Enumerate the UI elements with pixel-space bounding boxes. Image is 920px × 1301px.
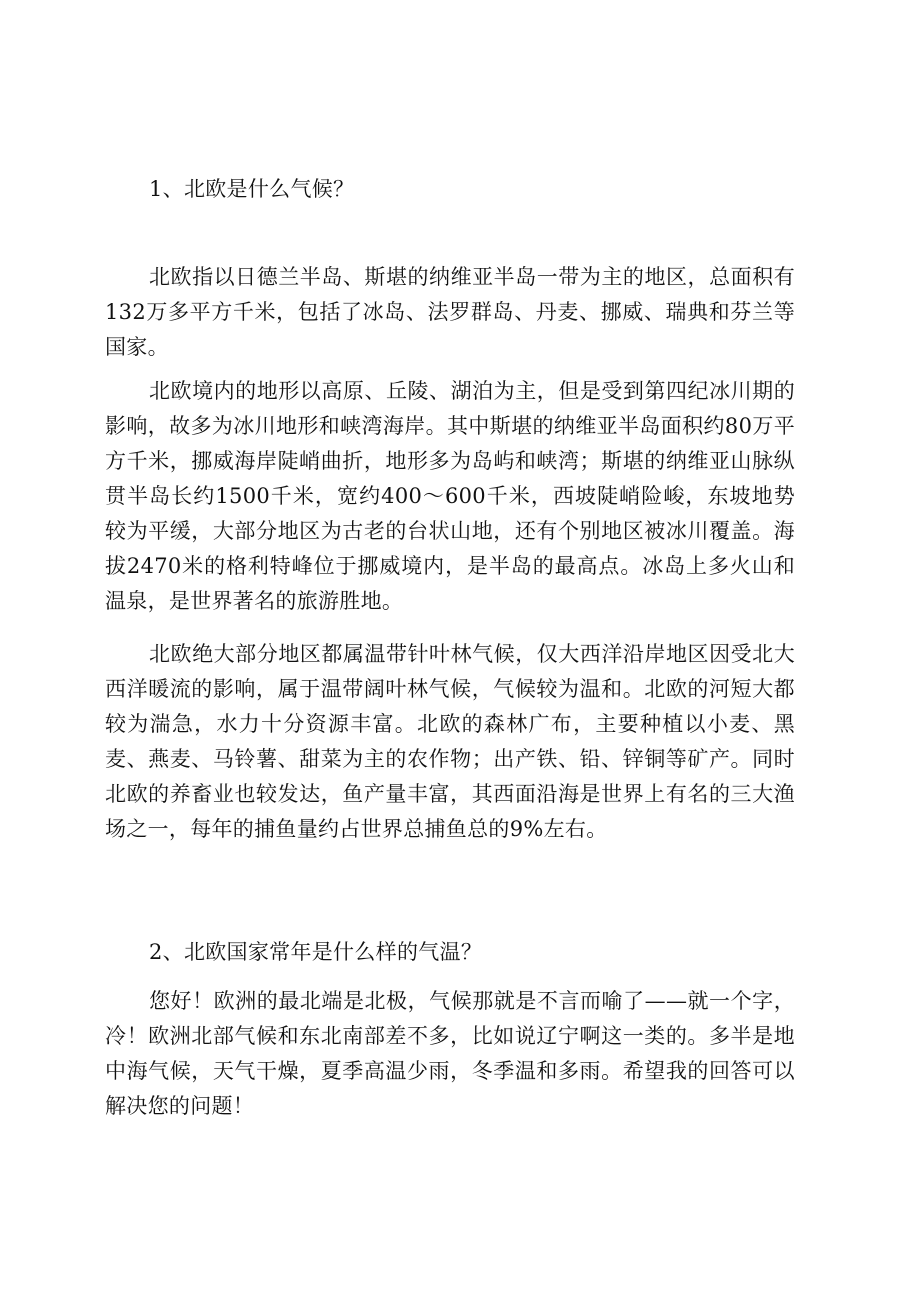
section-1-paragraph-3: 北欧绝大部分地区都属温带针叶林气候，仅大西洋沿岸地区因受北大西洋暖流的影响，属于温带阔叶林气候，气候较为温和。北欧的河短大都较为湍急，水力十分资源丰富。北欧的森林广布，主要种植以小麦、黑麦、燕麦、马铃薯、甜菜为主的农作物；出产铁、铅、锌铜等矿产。同时北欧的养畜业也较发达，鱼产量丰富，其西面沿海是世界上有名的三大渔场之一，每年的捕鱼量约占世界总捕鱼总的9%左右。 <box>105 642 795 841</box>
section-1-heading: 1、北欧是什么气候？ <box>149 177 355 201</box>
section-1-paragraph-2: 北欧境内的地形以高原、丘陵、湖泊为主，但是受到第四纪冰川期的影响，故多为冰川地形和峡湾海岸。其中斯堪的纳维亚半岛面积约80万平方千米，挪威海岸陡峭曲折，地形多为岛屿和峡湾；斯堪的纳维亚山脉纵贯半岛长约1500千米，宽约400～600千米，西坡陡峭险峻，东坡地势较为平缓，大部分地区为古老的台状山地，还有个别地区被冰川覆盖。海拔2470米的格利特峰位于挪威境内，是半岛的最高点。冰岛上多火山和温泉，是世界著名的旅游胜地。 <box>105 379 795 613</box>
section-2-heading: 2、北欧国家常年是什么样的气温？ <box>149 940 483 964</box>
section-2-paragraph-1: 您好！欧洲的最北端是北极，气候那就是不言而喻了——就一个字，冷！欧洲北部气候和东北南部差不多，比如说辽宁啊这一类的。多半是地中海气候，天气干燥，夏季高温少雨，冬季温和多雨。希望我的回答可以解决您的问题！ <box>105 989 795 1118</box>
section-1-paragraph-1: 北欧指以日德兰半岛、斯堪的纳维亚半岛一带为主的地区，总面积有132万多平方千米，包括了冰岛、法罗群岛、丹麦、挪威、瑞典和芬兰等国家。 <box>105 265 795 359</box>
